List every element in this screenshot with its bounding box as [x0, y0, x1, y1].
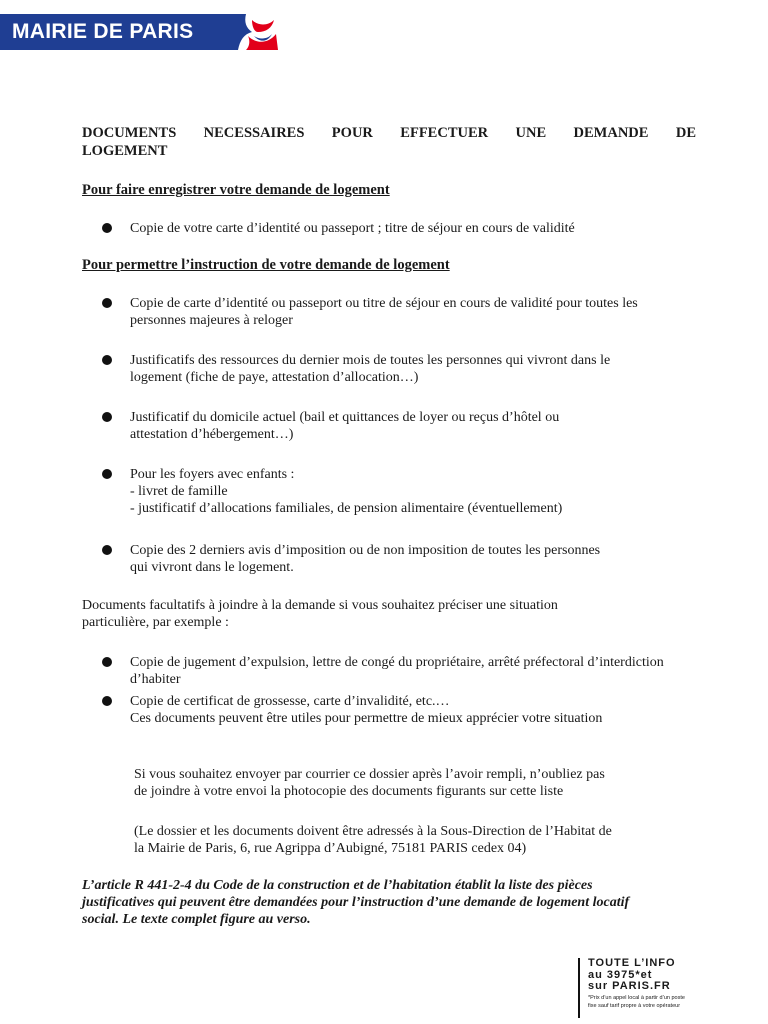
footer-line-3: sur PARIS.FR: [588, 980, 671, 992]
list-item: Copie de certificat de grossesse, carte d’invalidité, etc.… Ces documents peuvent être utiles pour permettre de mieux apprécier votre situation: [82, 693, 762, 727]
bullet-icon: [102, 298, 112, 308]
title-line-2: LOGEMENT: [82, 143, 168, 159]
mail-instructions: Si vous souhaitez envoyer par courrier ce dossier après l’avoir rempli, n’oubliez pas de joindre à votre envoi la photocopie des documents figurants sur cette liste: [134, 767, 605, 799]
paris-emblem-icon: [232, 14, 278, 50]
legal-note: L’article R 441-2-4 du Code de la construction et de l’habitation établit la liste des pièces justificatives qui peuvent être demandées pour l’instruction d’une demande de logement locatif social. Le texte complet figure au verso.: [82, 878, 630, 927]
footer-line-2: au 3975*et: [588, 968, 653, 981]
list-item: Copie des 2 derniers avis d’imposition ou de non imposition de toutes les personnes qui vivront dans le logement.: [82, 542, 762, 576]
bullet-icon: [102, 696, 112, 706]
bullet-icon: [102, 223, 112, 233]
footer-line-1: TOUTE L’INFO: [588, 957, 676, 969]
bullet-icon: [102, 469, 112, 479]
list-item: Copie de votre carte d’identité ou passeport ; titre de séjour en cours de validité: [82, 220, 762, 237]
bullet-icon: [102, 355, 112, 365]
logo-text: MAIRIE DE PARIS: [12, 20, 194, 43]
mairie-de-paris-logo: [0, 14, 278, 50]
footer-note-2: fixe sauf tarif propre à votre opérateur: [588, 1002, 681, 1009]
section-heading-register: Pour faire enregistrer votre demande de logement: [82, 182, 390, 198]
info-footer: [578, 958, 710, 1018]
bullet-icon: [102, 412, 112, 422]
list-item: Copie de carte d’identité ou passeport ou titre de séjour en cours de validité pour toutes les personnes majeures à reloger: [82, 295, 762, 329]
list-item: Justificatifs des ressources du dernier mois de toutes les personnes qui vivront dans le logement (fiche de paye, attestation d’allocation…): [82, 352, 762, 386]
bullet-icon: [102, 657, 112, 667]
optional-intro: Documents facultatifs à joindre à la demande si vous souhaitez préciser une situation particulière, par exemple :: [82, 598, 558, 630]
footer-note-1: *Prix d’un appel local à partir d’un poste: [588, 994, 685, 1001]
bullet-icon: [102, 545, 112, 555]
title-line-1: DOCUMENTS NECESSAIRES POUR EFFECTUER UNE DEMANDE DE: [82, 125, 696, 141]
section-heading-instruction: Pour permettre l’instruction de votre demande de logement: [82, 257, 450, 273]
list-item: Pour les foyers avec enfants : - livret de famille - justificatif d’allocations familiales, de pension alimentaire (éventuellement): [82, 466, 762, 517]
mail-address: (Le dossier et les documents doivent être adressés à la Sous-Direction de l’Habitat de la Mairie de Paris, 6, rue Agrippa d’Aubigné, 75181 PARIS cedex 04): [134, 824, 612, 856]
list-item: Copie de jugement d’expulsion, lettre de congé du propriétaire, arrêté préfectoral d’interdiction d’habiter: [82, 654, 762, 688]
list-item: Justificatif du domicile actuel (bail et quittances de loyer ou reçus d’hôtel ou attestation d’hébergement…): [82, 409, 762, 443]
document-title: [82, 124, 696, 160]
